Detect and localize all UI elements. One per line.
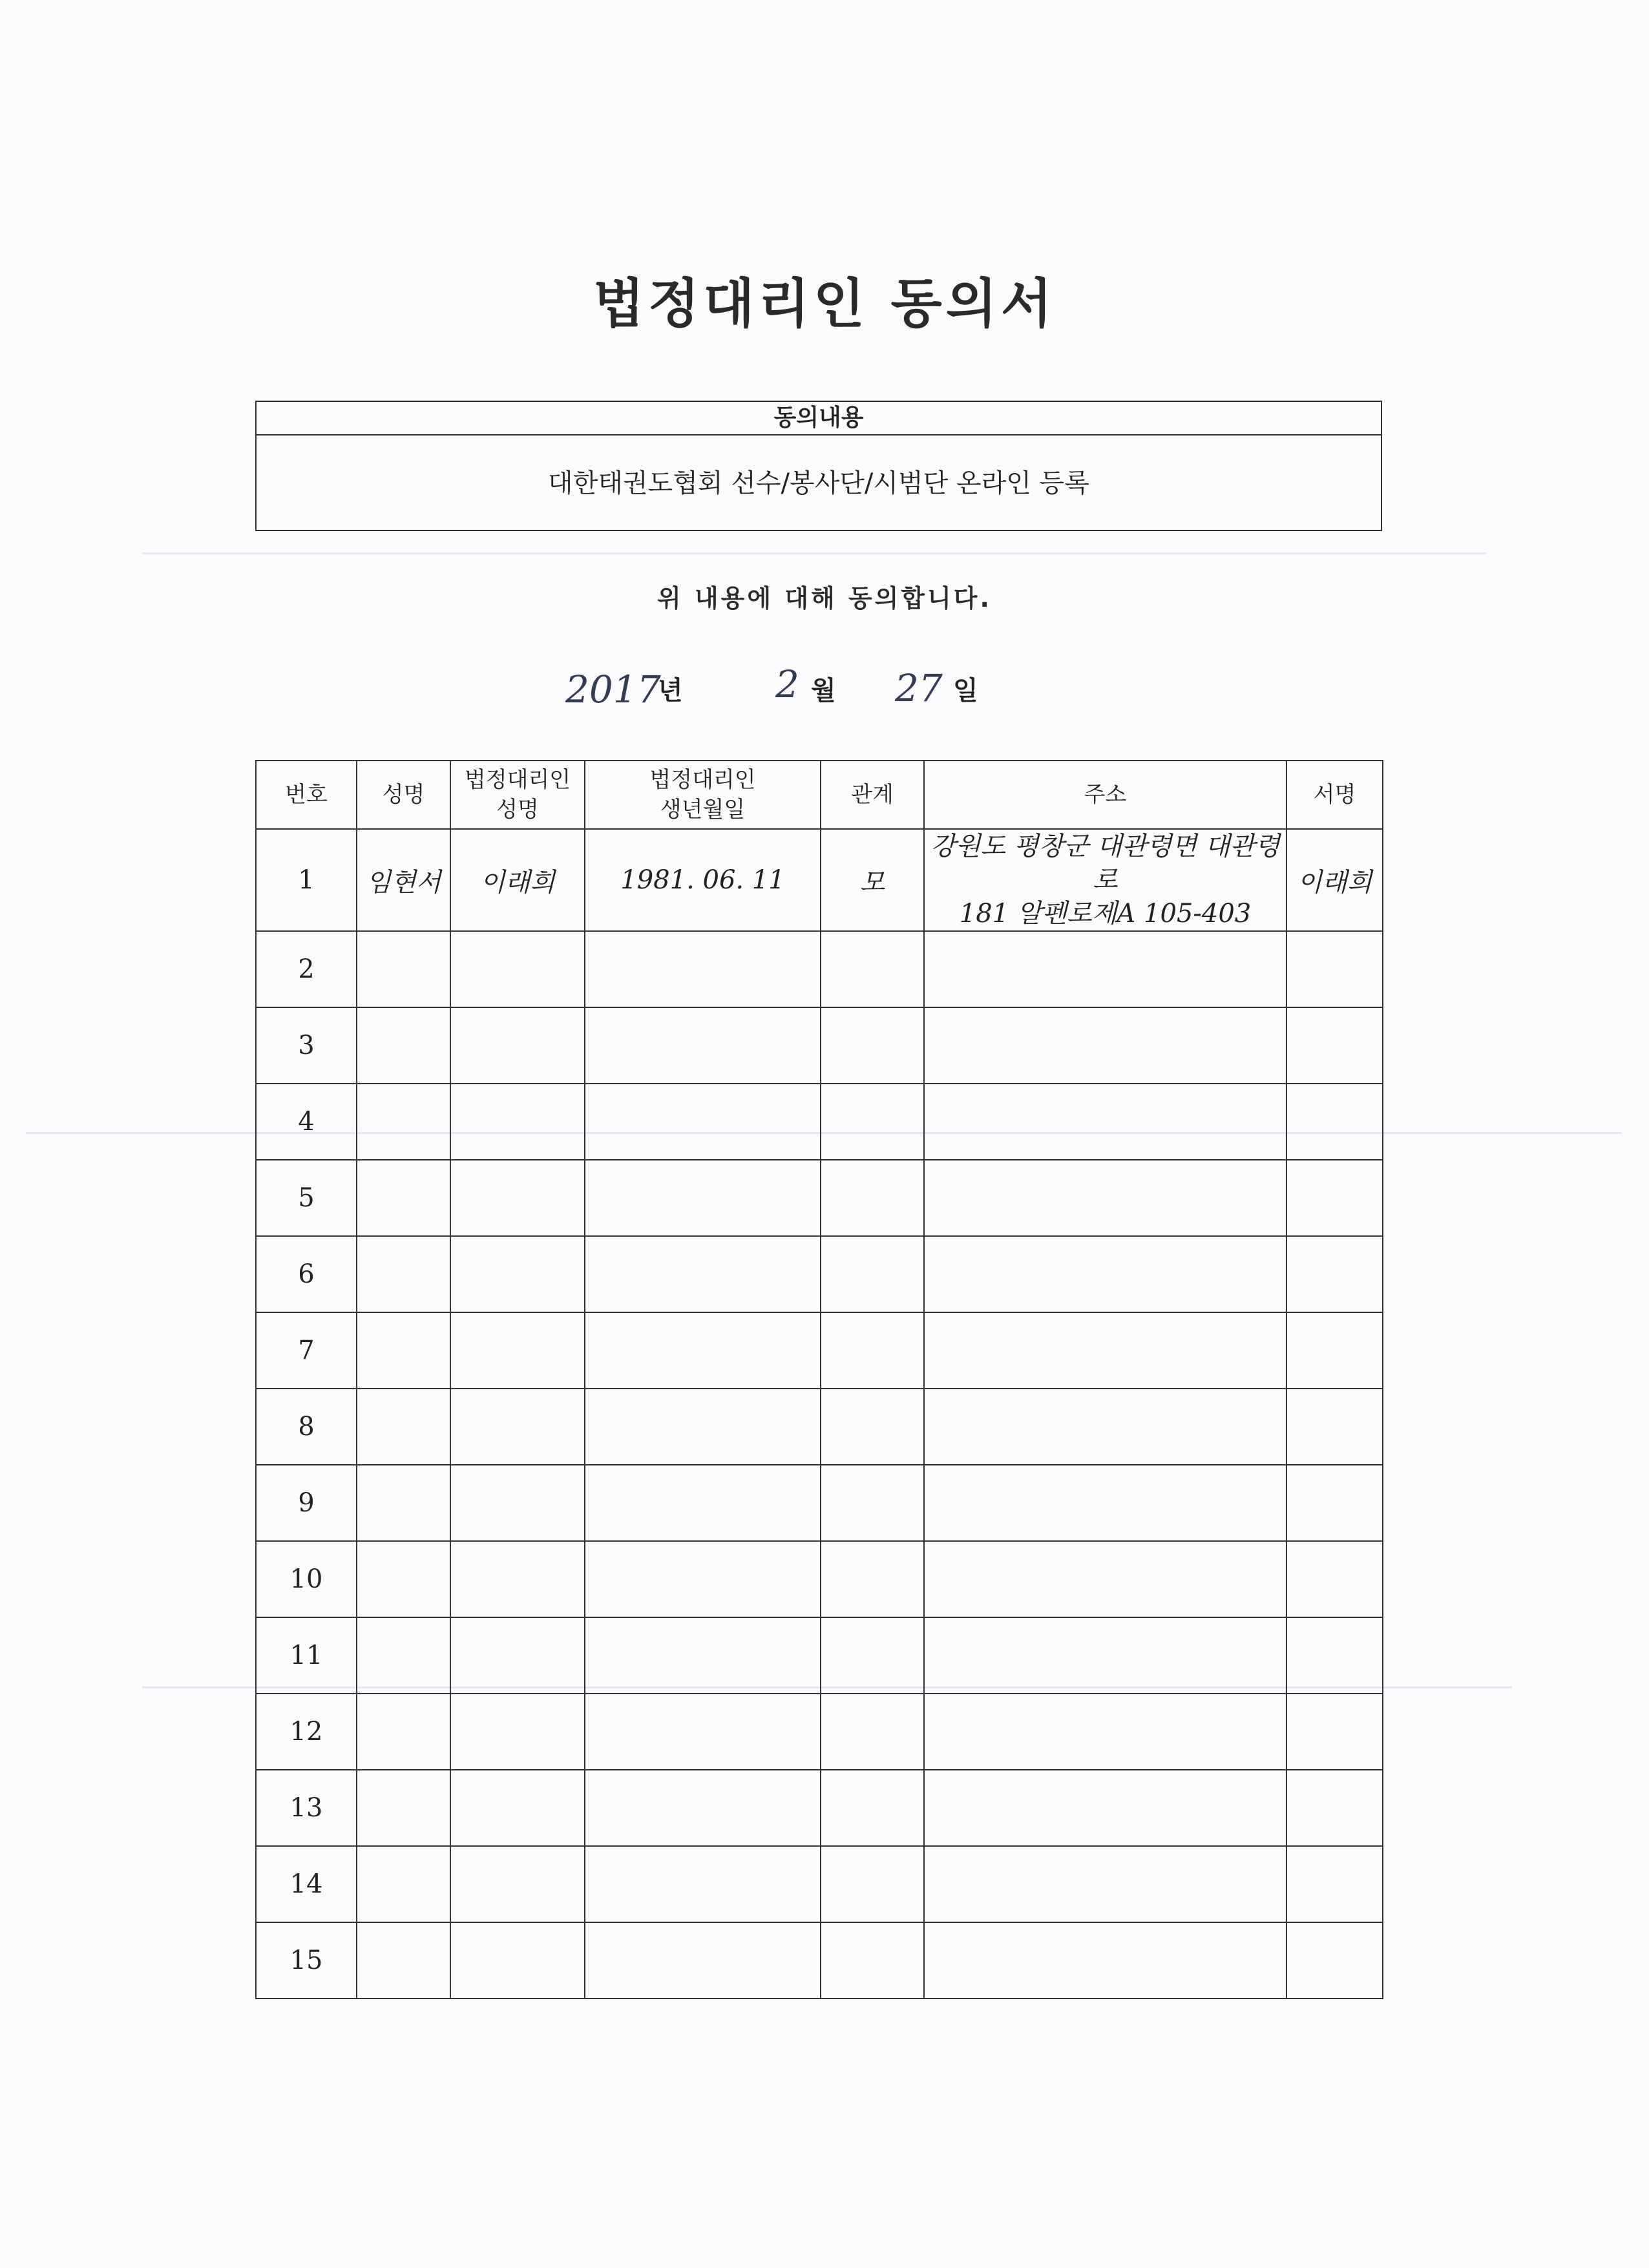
cell-relation (821, 1389, 924, 1465)
cell-guardian-birth (585, 1541, 821, 1617)
cell-guardian-birth (585, 1236, 821, 1312)
cell-name (357, 931, 450, 1007)
cell-signature (1287, 1312, 1383, 1389)
cell-guardian-name (450, 1694, 585, 1770)
cell-number: 2 (256, 931, 357, 1007)
consent-box (255, 401, 1382, 531)
cell-number: 1 (256, 829, 357, 931)
cell-name (357, 1617, 450, 1694)
cell-number: 4 (256, 1084, 357, 1160)
cell-number: 15 (256, 1922, 357, 1999)
cell-guardian-name (450, 1770, 585, 1846)
table-row (256, 829, 1383, 931)
cell-guardian-birth (585, 931, 821, 1007)
cell-signature (1287, 1389, 1383, 1465)
cell-guardian-name (450, 1617, 585, 1694)
cell-address (924, 1541, 1287, 1617)
cell-relation (821, 1007, 924, 1084)
cell-name (357, 1541, 450, 1617)
cell-guardian-birth (585, 1770, 821, 1846)
header-signature: 서명 (1287, 761, 1383, 829)
table-row (256, 1465, 1383, 1541)
cell-address (924, 931, 1287, 1007)
cell-signature (1287, 1617, 1383, 1694)
cell-signature (1287, 1236, 1383, 1312)
cell-signature (1287, 1465, 1383, 1541)
cell-guardian-name (450, 1922, 585, 1999)
cell-relation (821, 1922, 924, 1999)
cell-relation (821, 1236, 924, 1312)
cell-guardian-name (450, 1312, 585, 1389)
table-row (256, 1007, 1383, 1084)
table-row (256, 1617, 1383, 1694)
cell-signature (1287, 931, 1383, 1007)
cell-relation: 모 (821, 829, 924, 931)
cell-address (924, 829, 1287, 931)
cell-guardian-birth (585, 1617, 821, 1694)
cell-address (924, 1617, 1287, 1694)
address-line-2: 181 알펜로제A 105-403 (959, 899, 1252, 929)
cell-number: 14 (256, 1846, 357, 1922)
guardian-table (255, 760, 1383, 1999)
cell-address (924, 1389, 1287, 1465)
header-guardian-birth-line2: 생년월일 (660, 797, 746, 823)
table-row (256, 1236, 1383, 1312)
cell-name: 임현서 (357, 829, 450, 931)
table-row (256, 1160, 1383, 1236)
cell-signature: 이래희 (1287, 829, 1383, 931)
table-row (256, 1312, 1383, 1389)
date-day-label: 일 (953, 676, 978, 706)
cell-address (924, 1465, 1287, 1541)
table-row (256, 1541, 1383, 1617)
consent-body: 대한태권도협회 선수/봉사단/시범단 온라인 등록 (548, 468, 1089, 498)
date-month-value: 2 (775, 662, 799, 706)
cell-relation (821, 1465, 924, 1541)
header-guardian-name-line2: 성명 (496, 797, 539, 823)
cell-relation (821, 1312, 924, 1389)
cell-address (924, 1084, 1287, 1160)
cell-number: 6 (256, 1236, 357, 1312)
cell-guardian-birth (585, 1922, 821, 1999)
cell-relation (821, 1541, 924, 1617)
agree-statement: 위 내용에 대해 동의합니다. (657, 584, 992, 613)
cell-guardian-name (450, 1846, 585, 1922)
cell-guardian-name (450, 1465, 585, 1541)
cell-name (357, 1007, 450, 1084)
cell-signature (1287, 1922, 1383, 1999)
cell-signature (1287, 1541, 1383, 1617)
cell-relation (821, 1694, 924, 1770)
cell-guardian-birth (585, 1007, 821, 1084)
cell-address (924, 1160, 1287, 1236)
cell-number: 5 (256, 1160, 357, 1236)
cell-guardian-name (450, 1541, 585, 1617)
cell-guardian-name (450, 1160, 585, 1236)
cell-signature (1287, 1770, 1383, 1846)
cell-guardian-birth (585, 1084, 821, 1160)
cell-relation (821, 931, 924, 1007)
cell-address (924, 1312, 1287, 1389)
cell-number: 11 (256, 1617, 357, 1694)
cell-signature (1287, 1160, 1383, 1236)
fold-mark-top (142, 552, 1486, 554)
table-row (256, 1389, 1383, 1465)
cell-number: 12 (256, 1694, 357, 1770)
cell-signature (1287, 1084, 1383, 1160)
cell-relation (821, 1160, 924, 1236)
table-header-row (256, 761, 1383, 829)
cell-name (357, 1922, 450, 1999)
document-title: 법정대리인 동의서 (593, 273, 1056, 335)
cell-guardian-birth: 1981. 06. 11 (585, 829, 821, 931)
cell-number: 10 (256, 1541, 357, 1617)
cell-name (357, 1160, 450, 1236)
cell-name (357, 1770, 450, 1846)
address-line-1: 강원도 평창군 대관령면 대관령로 (930, 832, 1280, 895)
cell-address (924, 1922, 1287, 1999)
table-row (256, 1770, 1383, 1846)
cell-name (357, 1465, 450, 1541)
cell-guardian-name (450, 931, 585, 1007)
cell-relation (821, 1084, 924, 1160)
header-name: 성명 (357, 761, 450, 829)
table-row (256, 1694, 1383, 1770)
cell-name (357, 1846, 450, 1922)
header-number: 번호 (256, 761, 357, 829)
cell-address (924, 1846, 1287, 1922)
date-month-label: 월 (811, 676, 836, 706)
cell-signature (1287, 1007, 1383, 1084)
cell-name (357, 1389, 450, 1465)
cell-guardian-birth (585, 1312, 821, 1389)
date-line (0, 656, 1649, 714)
cell-relation (821, 1770, 924, 1846)
cell-guardian-name (450, 1236, 585, 1312)
cell-guardian-birth (585, 1160, 821, 1236)
cell-name (357, 1694, 450, 1770)
cell-number: 3 (256, 1007, 357, 1084)
header-guardian-name-line1: 법정대리인 (464, 767, 571, 793)
cell-address (924, 1770, 1287, 1846)
cell-guardian-name (450, 1084, 585, 1160)
cell-relation (821, 1617, 924, 1694)
consent-header: 동의내용 (257, 402, 1381, 436)
cell-number: 13 (256, 1770, 357, 1846)
cell-address (924, 1236, 1287, 1312)
cell-guardian-birth (585, 1389, 821, 1465)
header-address: 주소 (924, 761, 1287, 829)
cell-number: 8 (256, 1389, 357, 1465)
cell-name (357, 1236, 450, 1312)
cell-guardian-birth (585, 1694, 821, 1770)
table-row (256, 1846, 1383, 1922)
cell-signature (1287, 1694, 1383, 1770)
date-year-label: 년 (658, 676, 683, 706)
table-row (256, 1922, 1383, 1999)
cell-address (924, 1007, 1287, 1084)
cell-number: 7 (256, 1312, 357, 1389)
header-guardian-name (450, 761, 585, 829)
date-year-value: 2017 (565, 667, 661, 711)
cell-signature (1287, 1846, 1383, 1922)
cell-name (357, 1084, 450, 1160)
cell-address (924, 1694, 1287, 1770)
cell-name (357, 1312, 450, 1389)
header-guardian-birth-line1: 법정대리인 (649, 767, 756, 793)
header-relation: 관계 (821, 761, 924, 829)
cell-relation (821, 1846, 924, 1922)
cell-guardian-birth (585, 1465, 821, 1541)
header-guardian-birth (585, 761, 821, 829)
cell-number: 9 (256, 1465, 357, 1541)
cell-guardian-name: 이래희 (450, 829, 585, 931)
cell-guardian-name (450, 1389, 585, 1465)
table-row (256, 931, 1383, 1007)
date-day-value: 27 (895, 666, 943, 710)
cell-guardian-birth (585, 1846, 821, 1922)
table-row (256, 1084, 1383, 1160)
cell-guardian-name (450, 1007, 585, 1084)
